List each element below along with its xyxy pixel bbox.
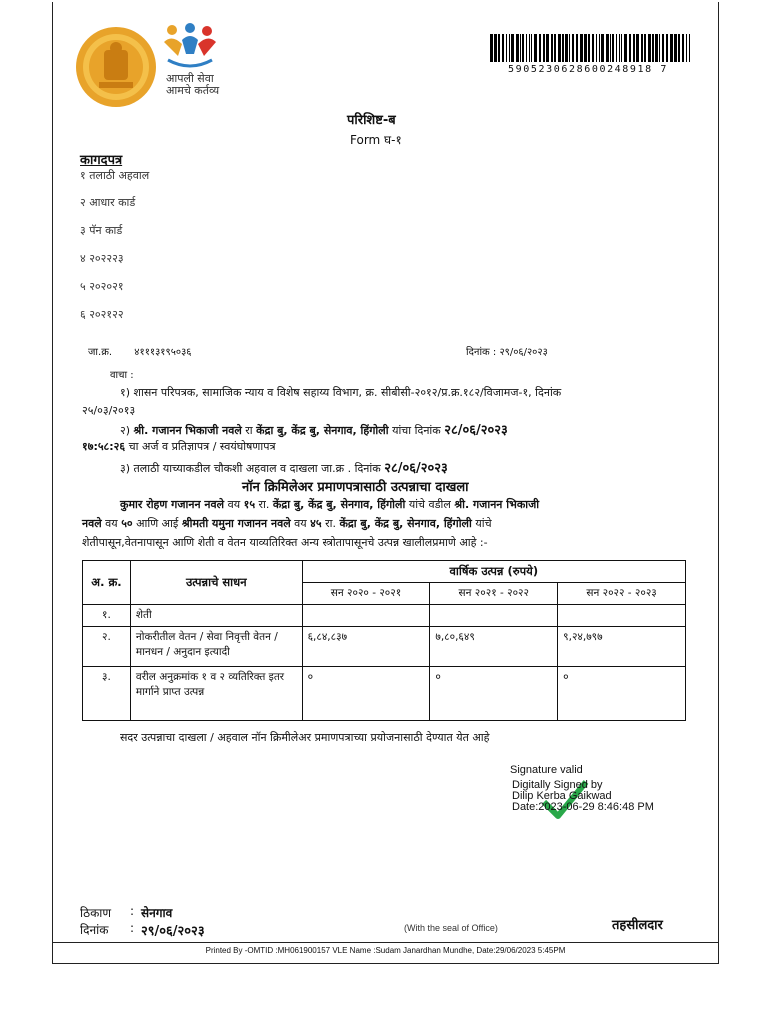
maharashtra-emblem-icon bbox=[75, 26, 157, 108]
purpose-statement: सदर उत्पन्नाचा दाखला / अहवाल नॉन क्रिमीलेअर प्रमाणपत्राच्या प्रयोजनासाठी देण्यात येत आहे bbox=[120, 731, 490, 744]
column-header-number: अ. क्र. bbox=[83, 561, 131, 605]
certificate-para-line-1: कुमार रोहण गजानन नवले वय १५ रा. केंद्रा बु, केंद्र बु, सेनगाव, हिंगोली यांचे वडील श्री. गजानन भिकाजी bbox=[120, 498, 540, 511]
barcode-number: 5905230628600248918 7 bbox=[508, 64, 669, 75]
row-value: ७,८०,६४९ bbox=[430, 627, 558, 667]
row-source: शेती bbox=[130, 605, 302, 627]
row-value bbox=[558, 605, 686, 627]
row-value: ६,८४,८३७ bbox=[302, 627, 430, 667]
signature-line: Date:2023-06-29 8:46:48 PM bbox=[512, 801, 654, 813]
document-item: ३ पॅन कार्ड bbox=[80, 224, 123, 237]
date-value: २९/०६/२०२३ bbox=[141, 924, 205, 939]
column-header-source: उत्पन्नाचे साधन bbox=[130, 561, 302, 605]
logo-tagline-2: आमचे कर्तव्य bbox=[166, 84, 220, 97]
read-item-1-date: २५/०३/२०१३ bbox=[82, 404, 136, 417]
barcode bbox=[490, 34, 694, 62]
documents-heading: कागदपत्र bbox=[80, 153, 123, 168]
certificate-para-line-2: नवले वय ५० आणि आई श्रीमती यमुना गजानन नवले वय ४५ रा. केंद्रा बु, केंद्र बु, सेनगाव, हिंगोली यांचे bbox=[82, 517, 492, 530]
read-label: वाचा : bbox=[110, 370, 134, 381]
year-header: सन २०२२ - २०२३ bbox=[558, 583, 686, 605]
table-row bbox=[83, 627, 686, 667]
table-row bbox=[83, 605, 686, 627]
designation: तहसीलदार bbox=[612, 918, 663, 933]
date-label: दिनांक bbox=[80, 923, 109, 937]
certificate-heading: नॉन क्रिमिलेअर प्रमाणपत्रासाठी उत्पन्नाचा दाखला bbox=[242, 480, 469, 495]
reference-number: जा.क्र. ४१११३१९५०३६ bbox=[88, 347, 192, 358]
row-value bbox=[430, 605, 558, 627]
document-item: ४ २०२२२३ bbox=[80, 252, 124, 265]
row-number: २. bbox=[83, 627, 131, 667]
signature-line: Dilip Kerba Gaikwad bbox=[512, 790, 612, 802]
document-item: ६ २०२१२२ bbox=[80, 308, 124, 321]
printed-by: Printed By -OMTID :MH061900157 VLE Name :Sudam Janardhan Mundhe, Date:29/06/2023 5:45PM bbox=[205, 946, 566, 955]
footer-divider bbox=[52, 942, 719, 943]
row-number: ३. bbox=[83, 667, 131, 721]
row-value: ० bbox=[302, 667, 430, 721]
read-item-2: २) श्री. गजानन भिकाजी नवले रा केंद्रा बु, केंद्र बु, सेनगाव, हिंगोली यांचा दिनांक २८/०६/२०२३ bbox=[120, 423, 508, 438]
signature-details bbox=[512, 780, 654, 813]
read-item-3: ३) तलाठी याच्याकडील चौकशी अहवाल व दाखला जा.क्र . दिनांक २८/०६/२०२३ bbox=[120, 461, 448, 476]
year-header: सन २०२१ - २०२२ bbox=[430, 583, 558, 605]
table-row bbox=[83, 667, 686, 721]
row-source: नोकरीतील वेतन / सेवा निवृत्ती वेतन / मानधन / अनुदान इत्यादी bbox=[130, 627, 302, 667]
signature-line: Digitally Signed by bbox=[512, 779, 603, 791]
reference-date: दिनांक : २९/०६/२०२३ bbox=[466, 347, 548, 358]
annex-title: परिशिष्ट-ब bbox=[347, 113, 396, 128]
row-source: वरील अनुक्रमांक १ व २ व्यतिरिक्त इतर मार्गाने प्राप्त उत्पन्न bbox=[130, 667, 302, 721]
column-header-annual-income: वार्षिक उत्पन्न (रुपये) bbox=[302, 561, 685, 583]
read-item-1: १) शासन परिपत्रक, सामाजिक न्याय व विशेष सहाय्य विभाग, क्र. सीबीसी-२०१२/प्र.क्र.१८२/विजामज-१, दिनांक bbox=[120, 386, 562, 399]
row-value: ९,२४,७९७ bbox=[558, 627, 686, 667]
seal-note: (With the seal of Office) bbox=[404, 923, 498, 933]
income-table bbox=[82, 560, 686, 721]
row-value: ० bbox=[430, 667, 558, 721]
document-item: ५ २०२०२१ bbox=[80, 280, 124, 293]
read-item-2-time: १७:५८:२६ चा अर्ज व प्रतिज्ञापत्र / स्वयंघोषणापत्र bbox=[82, 440, 276, 453]
year-header: सन २०२० - २०२१ bbox=[302, 583, 430, 605]
aapli-seva-logo-icon bbox=[160, 22, 220, 72]
signature-valid: Signature valid bbox=[510, 764, 583, 776]
place-label: ठिकाण bbox=[80, 906, 112, 920]
place-value: सेनगाव bbox=[141, 906, 173, 920]
row-value: ० bbox=[558, 667, 686, 721]
document-item: १ तलाठी अहवाल bbox=[80, 169, 150, 182]
form-title: Form घ-१ bbox=[350, 133, 402, 147]
certificate-para-line-3: शेतीपासून,वेतनापासून आणि शेती व वेतन याव्यतिरिक्त अन्य स्त्रोतापासूनचे उत्पन्न खालीलप्रमाणे आहे :- bbox=[82, 536, 488, 549]
row-value bbox=[302, 605, 430, 627]
row-number: १. bbox=[83, 605, 131, 627]
logo-tagline-1: आपली सेवा bbox=[166, 72, 214, 85]
document-item: २ आधार कार्ड bbox=[80, 196, 136, 209]
